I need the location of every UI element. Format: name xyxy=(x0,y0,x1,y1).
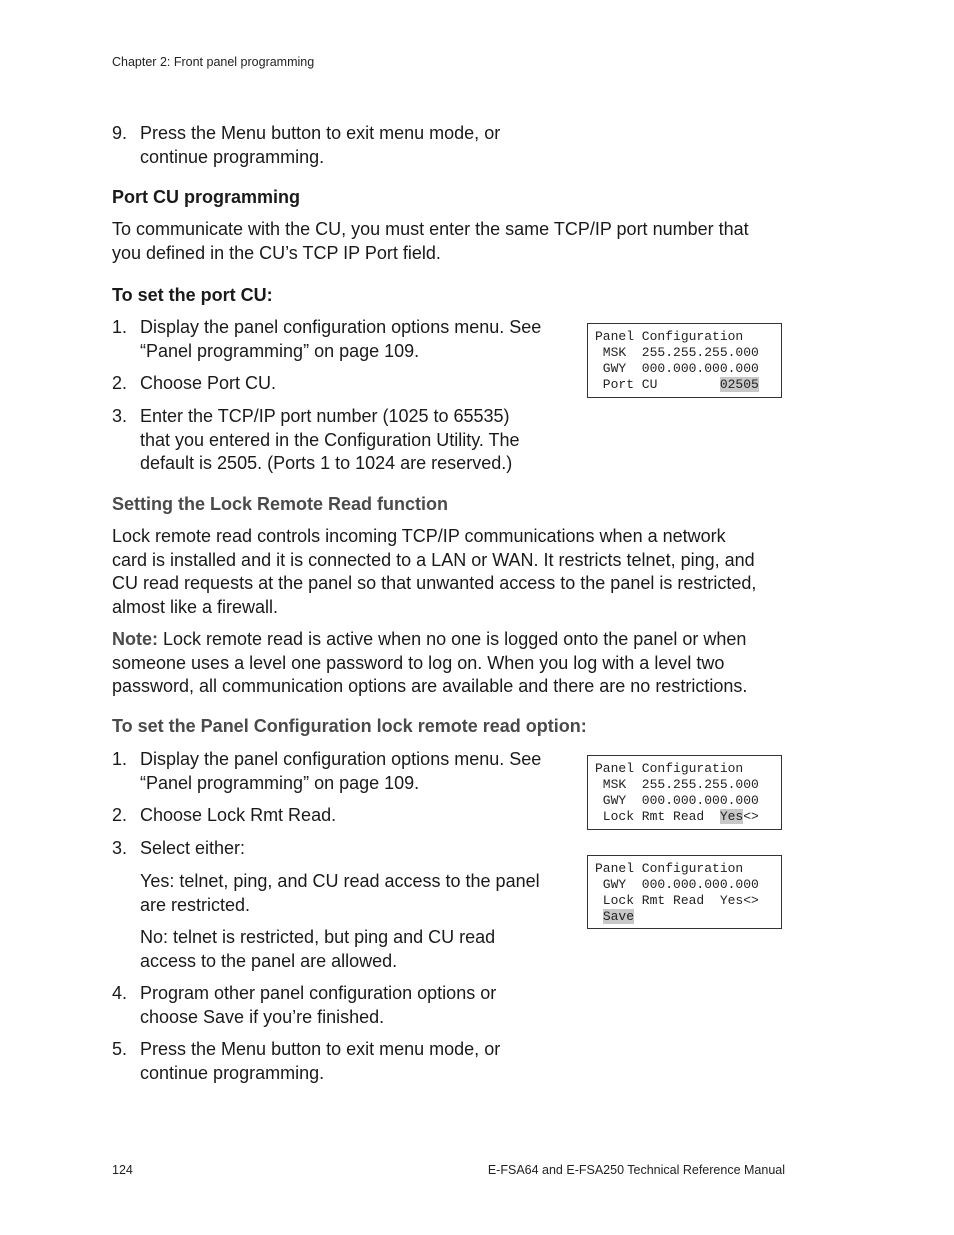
intro-paragraph xyxy=(112,218,802,265)
lcd-display-save xyxy=(587,855,782,929)
step-number: 5. xyxy=(112,1039,128,1059)
step-text: Program other panel configuration options or xyxy=(140,983,497,1003)
step-text: Display the panel configuration options menu. See xyxy=(140,749,542,769)
step-text: Select either: xyxy=(140,838,246,858)
lcd-label: Port CU xyxy=(595,377,720,392)
step-number: 9. xyxy=(112,123,128,143)
lcd-line: GWY 000.000.000.000 xyxy=(595,877,759,892)
lcd-line xyxy=(595,377,774,393)
paragraph-line: CU read requests at the panel so that unwanted access to the panel is restricted, xyxy=(112,573,757,593)
lock-description xyxy=(112,525,802,619)
paragraph-line: card is installed and it is connected to a LAN or WAN. It restricts telnet, ping, and xyxy=(112,549,755,570)
note-text: Lock remote read is active when no one is logged onto the panel or when xyxy=(158,629,747,649)
section-heading: Port CU programming xyxy=(112,187,301,207)
step-text: “Panel programming” on page 109. xyxy=(140,772,420,793)
lcd-line: Panel Configuration xyxy=(595,861,744,876)
step-text: Choose Port CU. xyxy=(140,373,277,393)
option-no-description xyxy=(140,926,580,973)
paragraph-line: Lock remote read controls incoming TCP/IP communications when a network xyxy=(112,526,726,546)
lcd-line xyxy=(595,909,774,925)
lcd-selected-value: Save xyxy=(602,909,635,924)
lcd-line: MSK 255.255.255.000 xyxy=(595,777,759,792)
note-label: Note: xyxy=(112,629,158,649)
paragraph-line: password, all communication options are available and there are no restrictions. xyxy=(112,676,748,696)
lcd-line xyxy=(595,809,774,825)
lcd-display-port-cu xyxy=(587,323,782,398)
step-number: 3. xyxy=(112,406,128,426)
paragraph-line: you defined in the CU’s TCP IP Port field. xyxy=(112,242,441,263)
lcd-arrows: <> xyxy=(743,809,759,824)
note-paragraph xyxy=(112,628,802,699)
section-heading: Setting the Lock Remote Read function xyxy=(112,494,449,514)
step-text: Enter the TCP/IP port number (1025 to 65535) xyxy=(140,406,510,426)
step-text: choose Save if you’re finished. xyxy=(140,1006,385,1027)
step-text: Display the panel configuration options menu. See xyxy=(140,317,542,337)
step-text: Press the Menu button to exit menu mode, or xyxy=(140,123,501,143)
step-number: 3. xyxy=(112,838,128,858)
step-number: 2. xyxy=(112,373,128,393)
step-text: continue programming. xyxy=(140,146,325,167)
paragraph-line: No: telnet is restricted, but ping and CU read xyxy=(140,927,496,947)
paragraph-line xyxy=(112,628,802,652)
lcd-line: Panel Configuration xyxy=(595,329,744,344)
paragraph-line: someone uses a level one password to log on. When you log with a level two xyxy=(112,652,725,673)
paragraph-line: access to the panel are allowed. xyxy=(140,950,398,971)
step-text: default is 2505. (Ports 1 to 1024 are reserved.) xyxy=(140,453,513,473)
step-number: 1. xyxy=(112,317,128,337)
procedure-heading: To set the Panel Configuration lock remote read option: xyxy=(112,716,587,736)
chapter-header: Chapter 2: Front panel programming xyxy=(112,55,315,69)
lcd-display-lock-rmt-read xyxy=(587,755,782,830)
paragraph-line: To communicate with the CU, you must enter the same TCP/IP port number that xyxy=(112,219,749,239)
lcd-line: GWY 000.000.000.000 xyxy=(595,361,759,376)
step-number: 2. xyxy=(112,805,128,825)
lcd-selected-value: 02505 xyxy=(719,377,759,392)
lcd-label: Lock Rmt Read xyxy=(595,809,720,824)
step-text: “Panel programming” on page 109. xyxy=(140,340,420,361)
lcd-line: GWY 000.000.000.000 xyxy=(595,793,759,808)
lcd-selected-value: Yes xyxy=(719,809,744,824)
lcd-line: MSK 255.255.255.000 xyxy=(595,345,759,360)
step-text: Choose Lock Rmt Read. xyxy=(140,805,337,825)
lcd-label xyxy=(595,909,603,924)
step-text: that you entered in the Configuration Utility. The xyxy=(140,429,520,450)
procedure-heading: To set the port CU: xyxy=(112,285,273,305)
manual-title: E-FSA64 and E-FSA250 Technical Reference Manual xyxy=(487,1163,785,1177)
page-number: 124 xyxy=(112,1163,133,1177)
step-number: 4. xyxy=(112,983,128,1003)
option-yes-description xyxy=(140,870,580,917)
step-text: Press the Menu button to exit menu mode, or xyxy=(140,1039,501,1059)
lcd-line: Panel Configuration xyxy=(595,761,744,776)
paragraph-line: Yes: telnet, ping, and CU read access to the panel xyxy=(140,871,540,891)
lcd-line: Lock Rmt Read Yes<> xyxy=(595,893,759,908)
paragraph-line: almost like a firewall. xyxy=(112,596,279,617)
paragraph-line: are restricted. xyxy=(140,894,251,915)
step-number: 1. xyxy=(112,749,128,769)
step-text: continue programming. xyxy=(140,1062,325,1083)
